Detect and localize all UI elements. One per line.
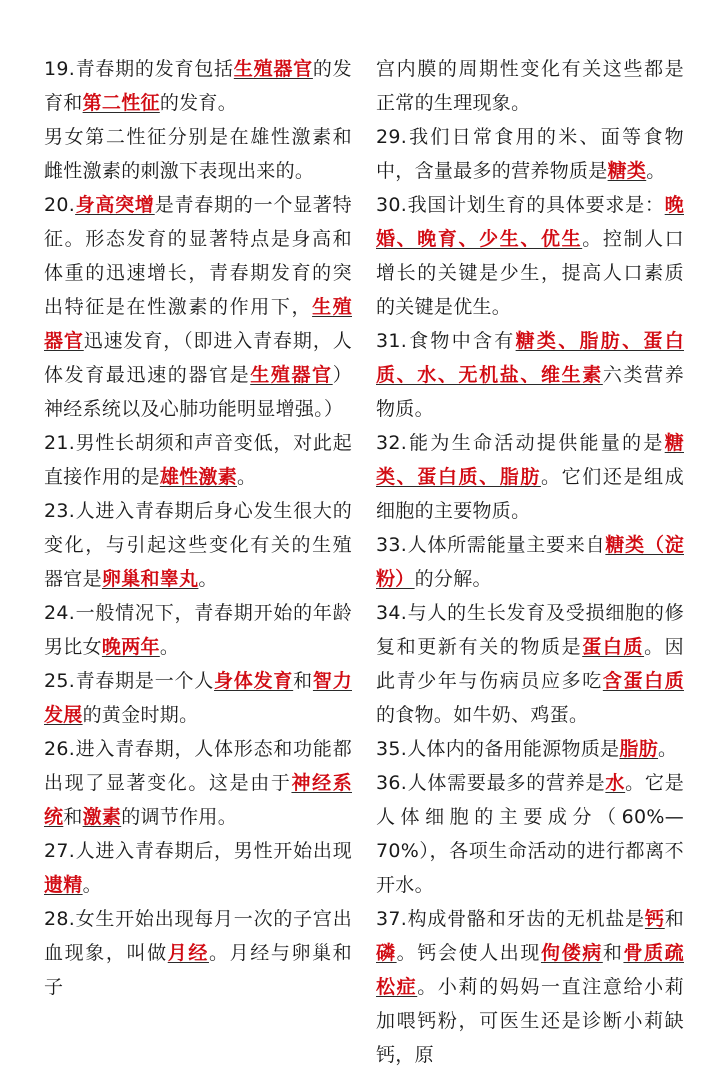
note-text: 24.一般情况下，青春期开始的年龄男比女 <box>44 602 352 658</box>
note-text: 。 <box>237 466 257 488</box>
note-paragraph <box>376 528 684 596</box>
note-paragraph <box>44 426 352 494</box>
keyword-highlight: 骨质疏松症 <box>376 942 684 998</box>
keyword-highlight: 遗精 <box>44 874 83 896</box>
note-text: 和 <box>63 806 83 828</box>
note-text: 。控制人口增长的关键是少生，提高人口素质的关键是优生。 <box>376 228 684 318</box>
note-text: 21.男性长胡须和声音变低，对此起直接作用的是 <box>44 432 352 488</box>
note-text: 和 <box>293 670 313 692</box>
keyword-highlight: 磷 <box>376 942 397 964</box>
keyword-highlight: 晚婚、晚育、少生、优生 <box>376 194 684 250</box>
note-text: 27.人进入青春期后，男性开始出现 <box>44 840 352 862</box>
note-paragraph <box>376 732 684 766</box>
note-text: 。 <box>159 636 180 658</box>
note-text: 29.我们日常食用的米、面等食物中，含量最多的营养物质是 <box>376 126 684 182</box>
note-paragraph <box>376 324 684 426</box>
note-text: 和 <box>602 942 624 964</box>
keyword-highlight: 糖类、脂肪、蛋白质、水、无机盐、维生素 <box>376 330 684 386</box>
note-text: 。它是人体细胞的主要成分（60%—70%），各项生命活动的进行都离不开水。 <box>376 772 684 896</box>
note-text: 的调节作用。 <box>121 806 238 828</box>
keyword-highlight: 蛋白质 <box>582 636 645 658</box>
keyword-highlight: 糖类、蛋白质、脂肪 <box>376 432 684 488</box>
note-paragraph <box>44 188 352 426</box>
note-text: 是青春期的一个显著特征。形态发育的显著特点是身高和体重的迅速增长，青春期发育的突出特征是在性激素的作用下， <box>44 194 352 318</box>
keyword-highlight: 含蛋白质 <box>602 670 684 692</box>
keyword-highlight: 生殖器官 <box>250 364 333 386</box>
note-text: 和 <box>664 908 684 930</box>
note-text: 25.青春期是一个人 <box>44 670 215 692</box>
note-text: 26.进入青春期，人体形态和功能都出现了显著变化。这是由于 <box>44 738 352 794</box>
note-text: 31.食物中含有 <box>376 330 516 352</box>
note-text: 的发育和 <box>44 58 352 114</box>
note-text: 19.青春期的发育包括 <box>44 58 234 80</box>
keyword-highlight: 月经 <box>167 942 209 964</box>
note-text: 迅速发育，（即进入青春期，人体发育最迅速的器官是 <box>44 330 352 386</box>
note-paragraph <box>44 596 352 664</box>
note-text: 。 <box>198 568 218 590</box>
keyword-highlight: 雄性激素 <box>159 466 238 488</box>
note-text: 。 <box>82 874 102 896</box>
note-text: 。 <box>658 738 678 760</box>
note-text: 20. <box>44 194 76 216</box>
note-text: 。 <box>646 160 666 182</box>
keyword-highlight: 糖类（淀粉） <box>376 534 684 590</box>
note-text: 23.人进入青春期后身心发生很大的变化，与引起这些变化有关的生殖器官是 <box>44 500 352 590</box>
note-text: 28.女生开始出现每月一次的子宫出血现象，叫做 <box>44 908 352 964</box>
note-text: 的黄金时期。 <box>82 704 199 726</box>
keyword-highlight: 晚两年 <box>101 636 160 658</box>
keyword-highlight: 水 <box>605 772 626 794</box>
note-paragraph <box>376 120 684 188</box>
note-text: 34.与人的生长发育及受损细胞的修复和更新有关的物质是 <box>376 602 684 658</box>
note-text: 36.人体需要最多的营养是 <box>376 772 606 794</box>
keyword-highlight: 生殖器官 <box>44 296 352 352</box>
keyword-highlight: 脂肪 <box>619 738 659 760</box>
note-paragraph <box>376 426 684 528</box>
note-paragraph <box>376 188 684 324</box>
keyword-highlight: 智力发展 <box>44 670 352 726</box>
note-text: 33.人体所需能量主要来自 <box>376 534 606 556</box>
note-text: 37.构成骨骼和牙齿的无机盐是 <box>376 908 645 930</box>
note-paragraph <box>44 732 352 834</box>
note-text: 。小莉的妈妈一直注意给小莉加喂钙粉，可医生还是诊断小莉缺钙，原 <box>376 976 684 1066</box>
note-text: ）神经系统以及心肺功能明显增强。） <box>44 364 352 420</box>
keyword-highlight: 第二性征 <box>82 92 160 114</box>
keyword-highlight: 身高突增 <box>75 194 155 216</box>
note-paragraph <box>376 52 684 120</box>
note-paragraph <box>44 902 352 1004</box>
keyword-highlight: 神经系统 <box>44 772 352 828</box>
note-text: 35.人体内的备用能源物质是 <box>376 738 620 760</box>
note-text: 男女第二性征分别是在雄性激素和雌性激素的刺激下表现出来的。 <box>44 126 352 182</box>
keyword-highlight: 激素 <box>82 806 122 828</box>
keyword-highlight: 佝偻病 <box>540 942 603 964</box>
note-paragraph <box>44 52 352 120</box>
note-text: 的发育。 <box>159 92 238 114</box>
note-text: 宫内膜的周期性变化有关这些都是正常的生理现象。 <box>376 58 684 114</box>
right-column <box>376 52 684 1066</box>
note-paragraph <box>44 664 352 732</box>
note-text: 。它们还是组成细胞的主要物质。 <box>376 466 684 522</box>
note-paragraph <box>376 766 684 902</box>
note-text: 32.能为生命活动提供能量的是 <box>376 432 665 454</box>
left-column <box>44 52 352 1018</box>
note-text: 30.我国计划生育的具体要求是： <box>376 194 665 216</box>
note-paragraph <box>376 902 684 1072</box>
note-paragraph <box>44 494 352 596</box>
keyword-highlight: 糖类 <box>607 160 647 182</box>
note-paragraph <box>44 120 352 188</box>
note-text: 的食物。如牛奶、鸡蛋。 <box>376 704 589 726</box>
note-text: 。钙会使人出现 <box>396 942 541 964</box>
keyword-highlight: 卵巢和睾丸 <box>101 568 199 590</box>
note-text: 六类营养物质。 <box>376 364 684 420</box>
keyword-highlight: 生殖器官 <box>233 58 313 80</box>
note-paragraph <box>44 834 352 902</box>
keyword-highlight: 钙 <box>644 908 665 930</box>
note-text: 的分解。 <box>414 568 492 590</box>
note-text: 。月经与卵巢和子 <box>44 942 352 998</box>
keyword-highlight: 身体发育 <box>214 670 294 692</box>
note-text: 。因此青少年与伤病员应多吃 <box>376 636 684 692</box>
note-paragraph <box>376 596 684 732</box>
